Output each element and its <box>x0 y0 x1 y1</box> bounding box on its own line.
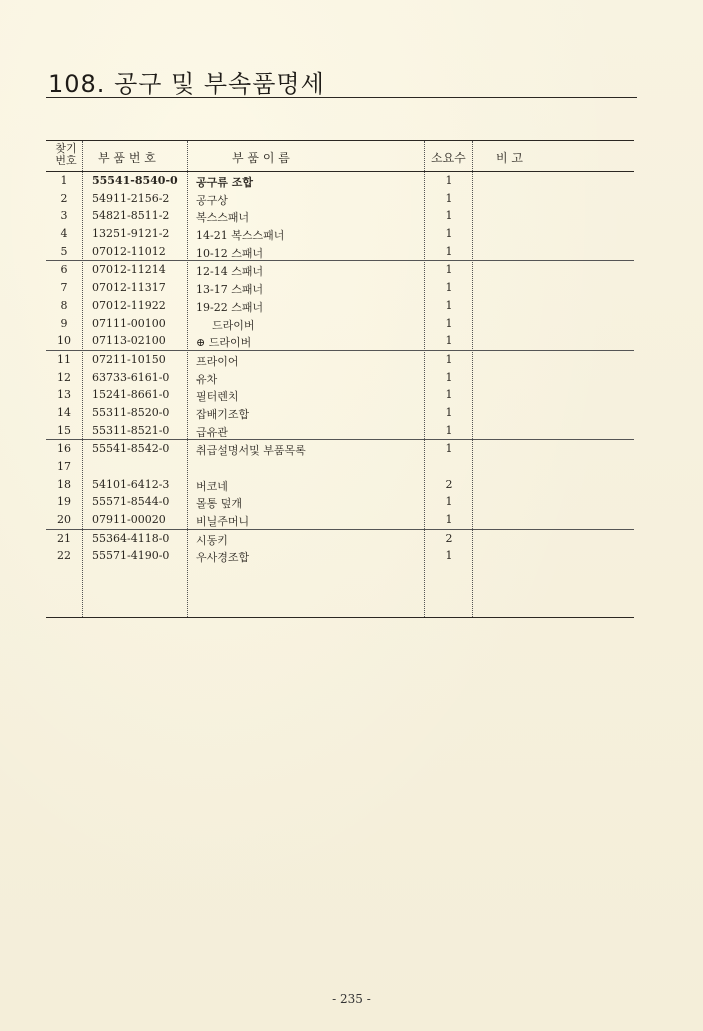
row-part-number: 07012-11317 <box>92 281 166 295</box>
row-no: 10 <box>57 334 71 348</box>
row-part-name: 유차 <box>196 372 218 386</box>
row-no: 7 <box>60 281 68 295</box>
page-title: 108. 공구 및 부속품명세 <box>48 70 325 98</box>
row-no: 4 <box>60 227 68 241</box>
row-no: 22 <box>57 549 71 563</box>
row-no: 11 <box>57 352 71 366</box>
row-qty: 1 <box>445 174 453 187</box>
row-part-number: 55541-8542-0 <box>92 442 170 456</box>
table-row <box>46 332 634 351</box>
row-no: 21 <box>57 531 71 545</box>
row-no: 17 <box>57 460 71 473</box>
row-qty: 1 <box>445 263 453 277</box>
row-qty: 1 <box>445 209 453 223</box>
row-part-name: 잡배기조합 <box>196 407 250 421</box>
row-part-name: 13-17 스패너 <box>196 283 264 297</box>
row-part-number: 07111-00100 <box>92 316 166 330</box>
row-no: 12 <box>57 370 71 384</box>
table-row <box>46 476 634 494</box>
row-part-number: 07012-11214 <box>92 263 166 277</box>
row-qty: 1 <box>445 227 453 241</box>
header-part-name: 부 품 이 름 <box>232 151 290 165</box>
row-qty: 1 <box>445 316 453 330</box>
row-no: 14 <box>57 405 71 419</box>
row-qty: 1 <box>445 405 453 419</box>
row-qty: 1 <box>445 549 453 563</box>
row-qty: 2 <box>445 531 453 545</box>
row-part-name: 프라이어 <box>196 354 239 368</box>
row-qty: 1 <box>445 370 453 384</box>
row-no: 13 <box>57 388 71 402</box>
row-part-name: 복스스패너 <box>196 211 250 225</box>
row-no: 19 <box>57 495 71 509</box>
row-no: 16 <box>57 442 71 456</box>
row-part-name: 몰통 덮개 <box>196 497 243 511</box>
table-row <box>46 243 634 262</box>
row-part-number: 54821-8511-2 <box>92 209 170 223</box>
row-part-number: 07113-02100 <box>92 334 166 348</box>
row-part-name: 급유관 <box>196 425 228 439</box>
row-part-number: 63733-6161-0 <box>92 370 170 384</box>
table-row <box>46 351 634 369</box>
table-row <box>46 440 634 458</box>
row-part-name: 시동키 <box>196 533 228 547</box>
header-remarks: 비 고 <box>496 151 523 165</box>
row-no: 9 <box>60 316 68 330</box>
row-part-number: 55364-4118-0 <box>92 531 170 545</box>
row-qty: 1 <box>445 513 453 527</box>
header-part-number: 부 품 번 호 <box>98 151 156 165</box>
row-no: 18 <box>57 477 71 491</box>
row-qty: 1 <box>445 442 453 456</box>
table-row <box>46 190 634 208</box>
row-part-number: 15241-8661-0 <box>92 388 170 402</box>
row-part-name: 우사경조합 <box>196 551 250 565</box>
table-row <box>46 493 634 511</box>
row-qty: 1 <box>445 334 453 348</box>
table-row <box>46 547 634 565</box>
table-row <box>46 172 634 190</box>
header-no: 찾기 번호 <box>55 142 77 167</box>
page-number: - 235 - <box>332 992 371 1006</box>
table-row <box>46 404 634 422</box>
row-no: 8 <box>60 298 68 312</box>
row-qty: 1 <box>445 495 453 509</box>
row-part-name: ⊕ 드라이버 <box>196 336 252 350</box>
table-body <box>46 172 634 565</box>
row-part-number: 07911-00020 <box>92 513 166 527</box>
row-no: 20 <box>57 513 71 527</box>
row-part-name: 필터렌치 <box>196 390 239 404</box>
table-row <box>46 297 634 315</box>
row-no: 5 <box>60 244 68 258</box>
row-qty: 1 <box>445 423 453 437</box>
row-part-name: 14-21 복스스패너 <box>196 229 285 243</box>
table-row <box>46 207 634 225</box>
row-part-name: 취급설명서및 부품목록 <box>196 444 306 458</box>
table-row <box>46 458 634 476</box>
table-row <box>46 369 634 387</box>
row-part-number: 55571-4190-0 <box>92 549 170 563</box>
title-underline <box>46 97 637 98</box>
table-header <box>46 141 634 172</box>
row-part-number: 55571-8544-0 <box>92 495 170 509</box>
row-part-name: 19-22 스패너 <box>196 300 264 314</box>
row-no: 3 <box>60 209 68 223</box>
parts-table <box>46 140 634 618</box>
row-part-name: 비닐주머니 <box>196 515 250 529</box>
row-part-number: 07012-11012 <box>92 244 166 258</box>
table-row <box>46 261 634 279</box>
table-row <box>46 422 634 441</box>
table-row <box>46 386 634 404</box>
table-row <box>46 225 634 243</box>
row-qty: 1 <box>445 244 453 258</box>
row-part-number: 54101-6412-3 <box>92 477 170 491</box>
row-part-number: 54911-2156-2 <box>92 191 170 205</box>
row-part-name: 공구상 <box>196 193 228 207</box>
row-qty: 1 <box>445 298 453 312</box>
row-part-name: 12-14 스패너 <box>196 265 264 279</box>
row-part-name: 버코네 <box>196 479 228 493</box>
row-part-number: 07012-11922 <box>92 298 166 312</box>
row-qty: 1 <box>445 191 453 205</box>
row-no: 1 <box>60 174 68 187</box>
row-part-number: 55311-8520-0 <box>92 405 170 419</box>
row-part-number: 13251-9121-2 <box>92 227 170 241</box>
table-row <box>46 279 634 297</box>
row-no: 6 <box>60 263 68 277</box>
row-no: 15 <box>57 423 71 437</box>
table-row <box>46 315 634 333</box>
row-no: 2 <box>60 191 68 205</box>
row-qty: 1 <box>445 352 453 366</box>
row-part-name: 10-12 스패너 <box>196 246 264 260</box>
row-qty: 2 <box>445 477 453 491</box>
row-part-number: 07211-10150 <box>92 352 166 366</box>
row-part-number: 55541-8540-0 <box>92 174 178 187</box>
row-part-name: 드라이버 <box>212 318 255 332</box>
row-qty: 1 <box>445 281 453 295</box>
table-row <box>46 530 634 548</box>
row-part-name: 공구류 조합 <box>196 176 253 189</box>
row-part-number: 55311-8521-0 <box>92 423 170 437</box>
row-qty: 1 <box>445 388 453 402</box>
header-qty: 소요수 <box>431 151 466 165</box>
table-row <box>46 511 634 530</box>
